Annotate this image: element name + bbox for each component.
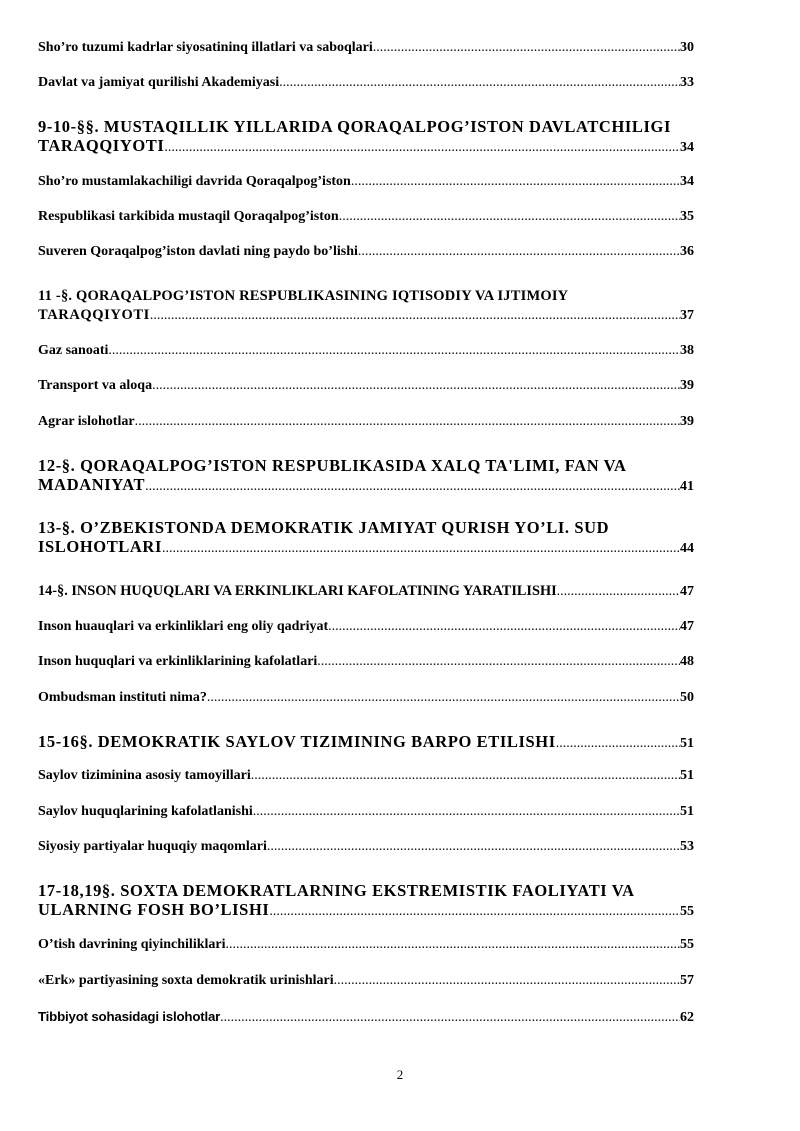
toc-entry-page: 39 bbox=[680, 378, 694, 393]
toc-entry-title: Inson huauqlari va erkinliklari eng oliy qadriyat bbox=[38, 619, 329, 634]
toc-entry[interactable] bbox=[38, 936, 694, 954]
toc-entry-page: 53 bbox=[680, 839, 694, 854]
toc-entry-page: 33 bbox=[680, 75, 694, 90]
toc-entry[interactable] bbox=[38, 342, 694, 360]
toc-entry-title: Siyosiy partiyalar huquqiy maqomlari bbox=[38, 839, 267, 854]
dot-leader bbox=[108, 342, 680, 360]
toc-entry-title: Saylov huquqlarining kafolatlanishi bbox=[38, 804, 253, 819]
toc-entry[interactable] bbox=[38, 838, 694, 856]
toc-entry[interactable] bbox=[38, 208, 694, 226]
toc-section-heading[interactable] bbox=[38, 732, 694, 753]
toc-entry-page: 57 bbox=[680, 973, 694, 988]
dot-leader bbox=[339, 208, 680, 226]
toc-entry-page: 48 bbox=[680, 654, 694, 669]
toc-entry-title: Ombudsman instituti nima? bbox=[38, 690, 207, 705]
dot-leader bbox=[556, 732, 680, 753]
toc-entry-title: Davlat va jamiyat qurilishi Akademiyasi bbox=[38, 75, 280, 90]
dot-leader bbox=[152, 377, 680, 395]
toc-entry-page: 62 bbox=[680, 1010, 694, 1025]
toc-entry-title: TARAQQIYOTI bbox=[38, 307, 150, 323]
toc-entry-page: 35 bbox=[680, 209, 694, 224]
dot-leader bbox=[164, 136, 680, 157]
dot-leader bbox=[226, 936, 681, 954]
toc-entry-page: 30 bbox=[680, 40, 694, 55]
toc-entry-title: 14-§. INSON HUQUQLARI VA ERKINLIKLARI KAFOLATINING YARATILISHI bbox=[38, 583, 557, 599]
toc-entry-page: 50 bbox=[680, 690, 694, 705]
toc-section-heading[interactable] bbox=[38, 518, 694, 558]
dot-leader bbox=[207, 689, 680, 707]
toc-entry-title: TARAQQIYOTI bbox=[38, 136, 165, 155]
toc-entry-page: 39 bbox=[680, 414, 694, 429]
dot-leader bbox=[334, 972, 680, 990]
toc-entry-page: 34 bbox=[680, 174, 694, 189]
toc-heading-line: 12-§. QORAQALPOG’ISTON RESPUBLIKASIDA XALQ TA'LIMI, FAN VA bbox=[38, 456, 627, 475]
dot-leader bbox=[162, 537, 680, 558]
toc-entry[interactable] bbox=[38, 74, 694, 92]
dot-leader bbox=[358, 243, 680, 261]
toc-entry-page: 47 bbox=[680, 584, 694, 599]
toc-entry[interactable] bbox=[38, 173, 694, 191]
toc-section-heading[interactable] bbox=[38, 117, 694, 157]
toc-entry-page: 51 bbox=[680, 804, 694, 819]
toc-section-heading[interactable] bbox=[38, 881, 694, 921]
toc-entry-page: 44 bbox=[680, 541, 694, 556]
dot-leader bbox=[267, 838, 680, 856]
toc-entry-title: Gaz sanoati bbox=[38, 343, 109, 358]
toc-entry[interactable] bbox=[38, 1008, 694, 1027]
dot-leader bbox=[373, 39, 680, 57]
toc-entry[interactable] bbox=[38, 653, 694, 671]
toc-entry-title: Saylov tiziminina asosiy tamoyillari bbox=[38, 768, 251, 783]
dot-leader bbox=[279, 74, 680, 92]
dot-leader bbox=[317, 653, 680, 671]
dot-leader bbox=[253, 803, 680, 821]
dot-leader bbox=[351, 173, 680, 191]
toc-entry[interactable] bbox=[38, 767, 694, 785]
toc-entry-title: ULARNING FOSH BO’LISHI bbox=[38, 900, 270, 919]
toc-entry-title: Respublikasi tarkibida mustaqil Qoraqalpog’iston bbox=[38, 209, 339, 224]
dot-leader bbox=[135, 413, 680, 431]
toc-entry-title: Inson huquqlari va erkinliklarining kafolatlari bbox=[38, 654, 318, 669]
toc-entry[interactable] bbox=[38, 377, 694, 395]
page-number: 2 bbox=[396, 1067, 404, 1082]
toc-entry-page: 41 bbox=[680, 479, 694, 494]
dot-leader bbox=[145, 475, 680, 496]
toc-entry-title: ISLOHOTLARI bbox=[38, 537, 162, 556]
toc-entry-page: 51 bbox=[680, 736, 694, 751]
toc-entry-page: 36 bbox=[680, 244, 694, 259]
toc-heading-line: 11 -§. QORAQALPOG’ISTON RESPUBLIKASINING IQTISODIY VA IJTIMOIY bbox=[38, 288, 569, 304]
toc-entry-page: 47 bbox=[680, 619, 694, 634]
dot-leader bbox=[251, 767, 680, 785]
dot-leader bbox=[269, 900, 680, 921]
dot-leader bbox=[328, 618, 680, 636]
toc-entry-page: 51 bbox=[680, 768, 694, 783]
toc-entry[interactable] bbox=[38, 618, 694, 636]
toc-entry[interactable] bbox=[38, 972, 694, 990]
dot-leader bbox=[150, 306, 680, 325]
dot-leader bbox=[220, 1009, 680, 1027]
toc-entry-title: Suveren Qoraqalpog’iston davlati ning paydo bo’lishi bbox=[38, 244, 358, 259]
toc-entry-page: 37 bbox=[680, 308, 694, 323]
toc-section-heading[interactable] bbox=[38, 456, 694, 496]
toc-entry-title: Transport va aloqa bbox=[38, 378, 153, 393]
toc-entry-page: 38 bbox=[680, 343, 694, 358]
toc-entry-page: 55 bbox=[680, 937, 694, 952]
toc-entry-title: Tibbiyot sohasidagi islohotlar bbox=[38, 1009, 221, 1024]
toc-entry[interactable] bbox=[38, 689, 694, 707]
toc-section-heading[interactable] bbox=[38, 582, 694, 601]
toc-entry-page: 55 bbox=[680, 904, 694, 919]
dot-leader bbox=[557, 583, 680, 601]
toc-section-heading[interactable] bbox=[38, 287, 694, 325]
toc-entry-title: 15-16§. DEMOKRATIK SAYLOV TIZIMINING BARPO ETILISHI bbox=[38, 732, 556, 751]
toc-entry[interactable] bbox=[38, 243, 694, 261]
toc-entry-title: «Erk» partiyasining soxta demokratik urinishlari bbox=[38, 973, 334, 988]
toc-heading-line: 9-10-§§. MUSTAQILLIK YILLARIDA QORAQALPOG’ISTON DAVLATCHILIGI bbox=[38, 117, 671, 136]
toc-heading-line: 13-§. O’ZBEKISTONDA DEMOKRATIK JAMIYAT QURISH YO’LI. SUD bbox=[38, 518, 610, 537]
toc-entry-title: O’tish davrining qiyinchiliklari bbox=[38, 937, 226, 952]
toc-entry-title: Agrar islohotlar bbox=[38, 414, 135, 429]
toc-entry[interactable] bbox=[38, 39, 694, 57]
toc-entry-title: MADANIYAT bbox=[38, 475, 146, 494]
toc-entry[interactable] bbox=[38, 803, 694, 821]
toc-entry[interactable] bbox=[38, 413, 694, 431]
toc-heading-line: 17-18,19§. SOXTA DEMOKRATLARNING EKSTREMISTIK FAOLIYATI VA bbox=[38, 881, 635, 900]
toc-entry-page: 34 bbox=[680, 140, 694, 155]
toc-entry-title: Sho’ro mustamlakachiligi davrida Qoraqalpog’iston bbox=[38, 174, 351, 189]
toc-entry-title: Sho’ro tuzumi kadrlar siyosatininq illatlari va saboqlari bbox=[38, 40, 373, 55]
